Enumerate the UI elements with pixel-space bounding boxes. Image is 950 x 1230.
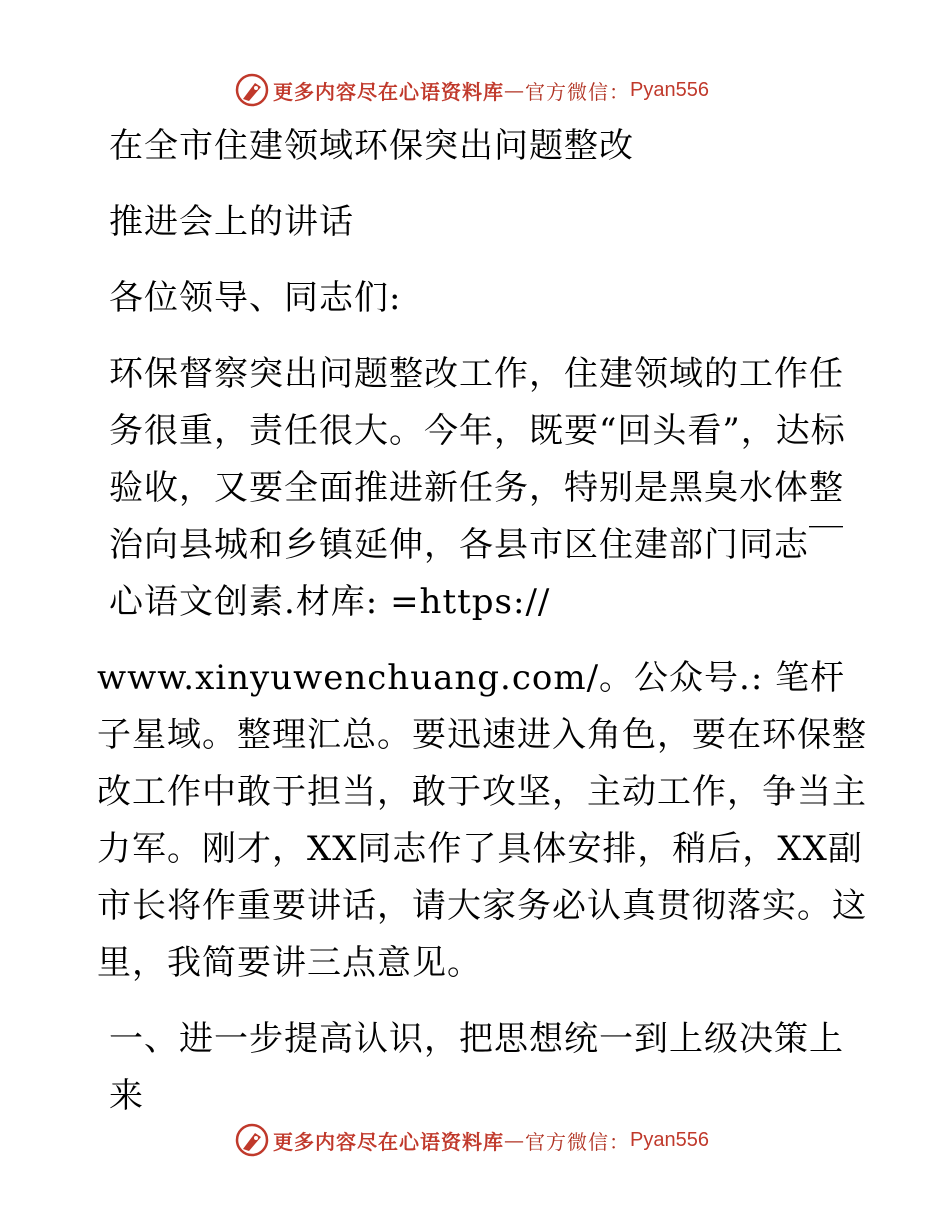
document-body — [97, 118, 867, 1144]
footer-wechat-label: 官方微信： — [525, 1129, 630, 1154]
section-1-heading: 一、进一步提高认识，把思想统一到上级决策上来 — [109, 1019, 844, 1116]
paragraph-2: www.xinyuwenchuang.com/。公众号.: 笔杆子星域。整理汇总。要迅速进入角色，要在环保整改工作中敢于担当，敢于攻坚，主动工作，争当主力军。刚才，XX同志作了具体安排，稍后，XX副市长将作重要讲话，请大家务必认真贯彻落实。这里，我简要讲三点意见。 — [97, 658, 867, 983]
salutation: 各位领导、同志们: — [109, 278, 402, 318]
pen-nib-logo-icon — [235, 73, 269, 107]
footer-dash: — — [504, 1128, 525, 1152]
pen-nib-logo-icon — [235, 1123, 269, 1157]
page-footer-watermark — [235, 1122, 709, 1158]
document-title-line1: 在全市住建领域环保突出问题整改 — [109, 126, 634, 166]
header-brand-text: 更多内容尽在心语资料库 — [273, 79, 504, 104]
footer-brand-text: 更多内容尽在心语资料库 — [273, 1129, 504, 1154]
header-wechat-label: 官方微信： — [525, 79, 630, 104]
footer-wechat-id: Pyan556 — [630, 1128, 709, 1151]
paragraph-1: 环保督察突出问题整改工作，住建领域的工作任务很重，责任很大。今年，既要“回头看”，达标验收，又要全面推进新任务，特别是黑臭水体整治向县城和乡镇延伸，各县市区住建部门同志￣心语文创素.材库: =https:// — [109, 354, 846, 622]
header-wechat-id: Pyan556 — [630, 78, 709, 101]
document-title-line2: 推进会上的讲话 — [109, 202, 354, 242]
header-dash: — — [504, 78, 525, 102]
page-header-watermark — [235, 72, 709, 108]
